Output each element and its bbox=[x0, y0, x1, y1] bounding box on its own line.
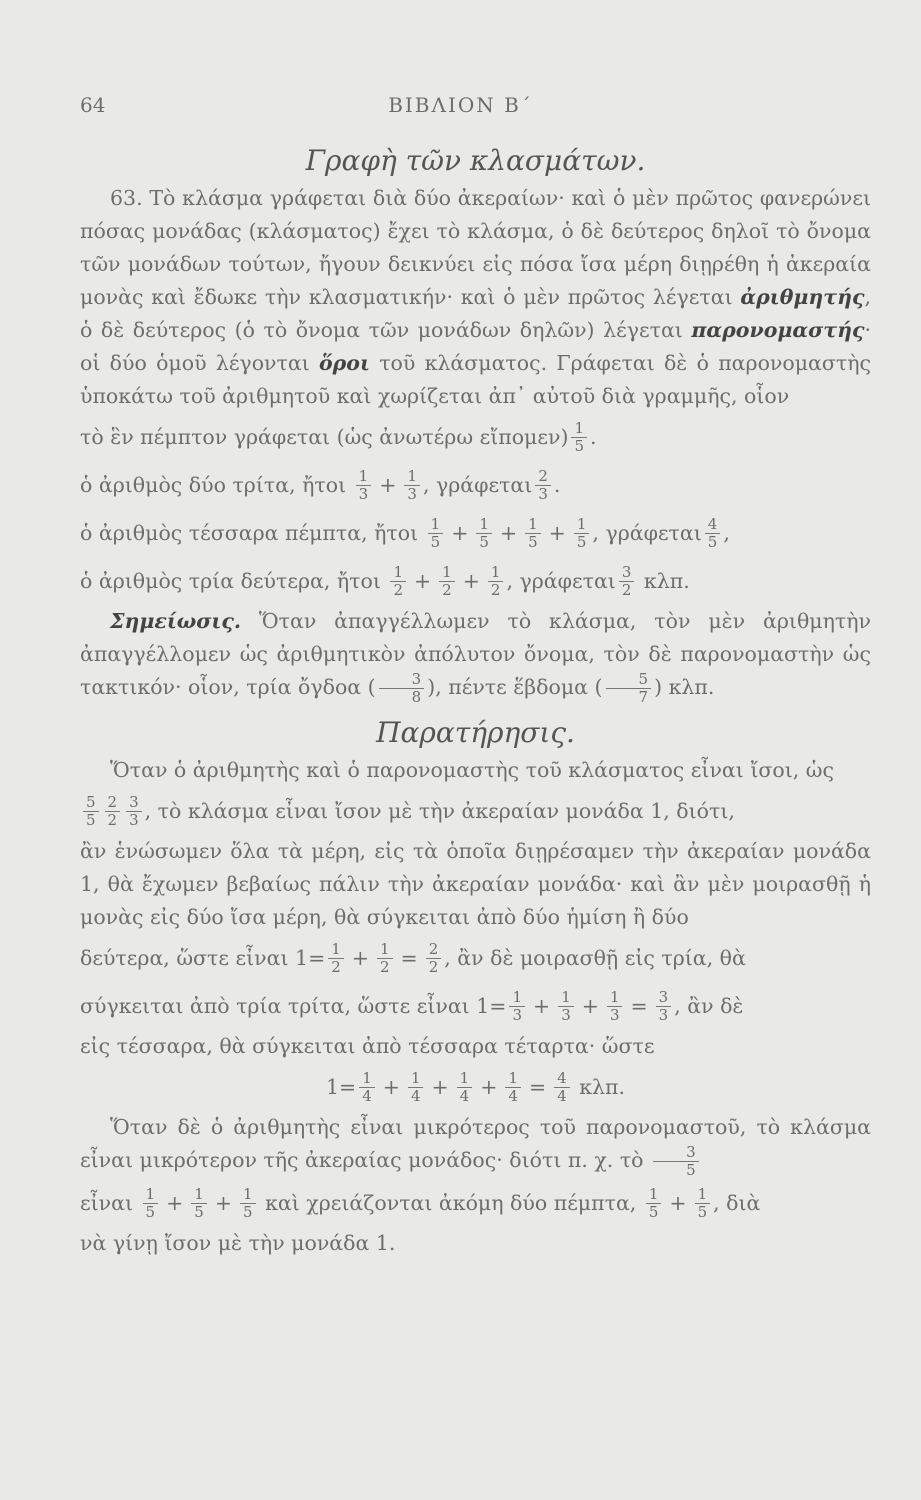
fraction bbox=[619, 564, 635, 599]
numerator: 5 bbox=[606, 671, 652, 689]
equation-thirds bbox=[80, 982, 871, 1030]
denominator: 5 bbox=[243, 1202, 253, 1221]
fraction bbox=[646, 1186, 662, 1221]
plus-sign: + bbox=[533, 993, 551, 1018]
page-number: 64 bbox=[80, 93, 106, 117]
equation-text: δεύτερα, ὥστε εἶναι 1= bbox=[80, 945, 326, 970]
numerator: 3 bbox=[126, 794, 142, 812]
example-four-fifths bbox=[80, 509, 871, 557]
fraction bbox=[356, 468, 372, 503]
observation-p5 bbox=[80, 1111, 871, 1179]
numerator: 1 bbox=[328, 941, 344, 959]
plus-sign: + bbox=[581, 993, 599, 1018]
denominator: 5 bbox=[686, 1161, 696, 1179]
fraction bbox=[476, 516, 492, 551]
numerator: 2 bbox=[535, 468, 551, 486]
fraction bbox=[705, 516, 721, 551]
numerator: 1 bbox=[359, 1070, 375, 1088]
fraction bbox=[328, 941, 344, 976]
fraction bbox=[191, 1186, 207, 1221]
numerator: 1 bbox=[457, 1070, 473, 1088]
fraction bbox=[571, 420, 587, 455]
punct: , bbox=[723, 520, 730, 545]
numerator: 1 bbox=[574, 516, 590, 534]
term-denominator: παρονομαστής bbox=[691, 318, 865, 342]
fraction bbox=[439, 564, 455, 599]
fraction bbox=[143, 1186, 159, 1221]
denominator: 5 bbox=[145, 1202, 156, 1221]
numerator: 1 bbox=[191, 1186, 207, 1204]
fraction bbox=[656, 989, 672, 1024]
denominator: 5 bbox=[528, 532, 538, 551]
paragraph-63 bbox=[80, 182, 871, 413]
numerator: 1 bbox=[607, 989, 623, 1007]
denominator: 3 bbox=[407, 484, 417, 503]
denominator: 7 bbox=[638, 688, 649, 706]
denominator: 3 bbox=[129, 810, 139, 829]
denominator: 4 bbox=[459, 1086, 470, 1105]
denominator: 3 bbox=[358, 484, 369, 503]
observation-text: Ὅταν δὲ ὁ ἀριθμητὴς εἶναι μικρότερος τοῦ παρονομαστοῦ, τὸ κλάσμα εἶναι μικρότερον τῆς ἀκεραίας μονάδος· διότι π. χ. τὸ bbox=[80, 1115, 871, 1172]
numerator: 1 bbox=[408, 1070, 424, 1088]
denominator: 2 bbox=[442, 580, 452, 599]
denominator: 2 bbox=[621, 580, 632, 599]
fraction bbox=[83, 794, 99, 829]
observation-p1: Ὅταν ὁ ἀριθμητὴς καὶ ὁ παρονομαστὴς τοῦ κλάσματος εἶναι ἴσοι, ὡς bbox=[110, 758, 834, 782]
denominator: 3 bbox=[561, 1005, 571, 1024]
fraction bbox=[535, 468, 551, 503]
plus-sign: + bbox=[166, 1190, 184, 1215]
plus-sign: + bbox=[382, 1074, 400, 1099]
example-text: , γράφεται bbox=[422, 472, 533, 497]
example-one-fifth bbox=[80, 413, 871, 461]
denominator: 5 bbox=[194, 1202, 204, 1221]
plus-sign: + bbox=[669, 1190, 687, 1215]
plus-sign: + bbox=[379, 472, 397, 497]
equals-sign: = bbox=[400, 945, 418, 970]
denominator: 5 bbox=[574, 436, 584, 455]
fraction bbox=[525, 516, 541, 551]
equation-fifths bbox=[80, 1179, 871, 1227]
para-text: , ὁ δὲ δεύτερος (ὁ τὸ ὄνομα τῶν μονάδων δηλῶν) λέγεται bbox=[80, 285, 871, 342]
denominator: 2 bbox=[331, 957, 341, 976]
numerator: 1 bbox=[428, 516, 444, 534]
para-text: 63. Τὸ κλάσμα γράφεται διὰ δύο ἀκεραίων· καὶ ὁ μὲν πρῶτος φανερώνει πόσας μονάδας (κλάσματος) ἔχει τὸ κλάσμα, ὁ δὲ δεύτερος δηλοῖ τὸ ὄνομα τῶν μονάδων τούτων, ἤγουν δεικνύει εἰς πόσα ἴσα μέρη διῃρέθη ἡ ἀκεραία μονὰς καὶ ἔδωκε τὴν κλασματικήν· καὶ ὁ μὲν πρῶτος λέγεται bbox=[80, 186, 871, 309]
fraction bbox=[653, 1144, 699, 1179]
equation-quarters bbox=[80, 1063, 871, 1111]
numerator: 1 bbox=[525, 516, 541, 534]
numerator: 1 bbox=[390, 564, 406, 582]
numerator: 1 bbox=[356, 468, 372, 486]
fraction bbox=[505, 1070, 521, 1105]
denominator: 5 bbox=[86, 810, 96, 829]
punct: . bbox=[590, 424, 597, 449]
numerator: 3 bbox=[379, 671, 425, 689]
numerator: 3 bbox=[653, 1144, 699, 1162]
fraction bbox=[408, 1070, 424, 1105]
equation-text: εἶναι bbox=[80, 1190, 134, 1215]
example-text: , γράφεται bbox=[506, 568, 616, 593]
fraction bbox=[509, 989, 525, 1024]
numerator: 2 bbox=[426, 941, 442, 959]
denominator: 5 bbox=[648, 1202, 659, 1221]
fraction bbox=[574, 516, 590, 551]
numerator: 1 bbox=[488, 564, 504, 582]
equation-text: , ἂν δὲ μοιρασθῇ εἰς τρία, θὰ bbox=[444, 945, 746, 970]
plus-sign: + bbox=[413, 568, 432, 593]
fraction bbox=[457, 1070, 473, 1105]
denominator: 4 bbox=[410, 1086, 421, 1105]
denominator: 3 bbox=[512, 1005, 523, 1024]
equation-text: καὶ χρειάζονται ἀκόμη δύο πέμπτα, bbox=[265, 1190, 637, 1215]
fraction bbox=[404, 468, 420, 503]
fraction bbox=[377, 941, 393, 976]
denominator: 3 bbox=[658, 1005, 669, 1024]
numerator: 1 bbox=[240, 1186, 256, 1204]
numerator: 5 bbox=[83, 794, 99, 812]
denominator: 5 bbox=[430, 532, 441, 551]
plus-sign: + bbox=[499, 520, 518, 545]
fraction bbox=[105, 794, 121, 829]
equation-text: κλπ. bbox=[579, 1074, 626, 1099]
fraction bbox=[426, 941, 442, 976]
note-paragraph: Σημείωσις. Ὅταν ἀπαγγέλλωμεν τὸ κλάσμα, τὸν μὲν ἀριθμητὴν ἀπαγγέλλομεν ὡς ἀριθμητικὸν ἀπόλυτον ὄνομα, τὸν δὲ παρονομαστὴν ὡς τακτικόν· οἷον, τρία ὄγδοα ( $\frac{3}{8}$ ), πέντε ἕβδομα ( $\frac{5}{7}$ ) κλπ. bbox=[80, 609, 871, 706]
equation-text: 1= bbox=[325, 1074, 357, 1099]
observation-p4: εἰς τέσσαρα, θὰ σύγκειται ἀπὸ τέσσαρα τέταρτα· ὥστε bbox=[80, 1034, 655, 1058]
example-text: ὁ ἀριθμὸς δύο τρίτα, ἤτοι bbox=[80, 472, 347, 497]
example-three-halves bbox=[80, 557, 871, 605]
numerator: 1 bbox=[695, 1186, 711, 1204]
fraction bbox=[558, 989, 574, 1024]
denominator: 5 bbox=[697, 1202, 708, 1221]
plus-sign: + bbox=[431, 1074, 449, 1099]
denominator: 5 bbox=[576, 532, 587, 551]
denominator: 4 bbox=[362, 1086, 372, 1105]
equation-halves bbox=[80, 934, 871, 982]
numerator: 3 bbox=[656, 989, 672, 1007]
numerator: 1 bbox=[404, 468, 420, 486]
denominator: 4 bbox=[508, 1086, 518, 1105]
note-text: Ὅταν ἀπαγγέλλωμεν τὸ κλάσμα, τὸν μὲν ἀριθμητὴν ἀπαγγέλλομεν ὡς ἀριθμητικὸν ἀπόλυτον ὄνομα, τὸν δὲ παρονομαστὴν ὡς τακτικόν· οἷον, τρία ὄγδοα bbox=[80, 609, 871, 699]
numerator: 1 bbox=[377, 941, 393, 959]
numerator: 2 bbox=[105, 794, 121, 812]
equation-text: , διὰ bbox=[713, 1190, 761, 1215]
note-text: , πέντε ἕβδομα bbox=[435, 675, 588, 699]
numerator: 1 bbox=[571, 420, 587, 438]
equal-fractions-row bbox=[80, 787, 871, 835]
equals-sign: = bbox=[528, 1074, 547, 1099]
observation-p6: νὰ γίνῃ ἴσον μὲ τὴν μονάδα 1. bbox=[80, 1231, 396, 1255]
numerator: 1 bbox=[505, 1070, 521, 1088]
denominator: 2 bbox=[107, 810, 118, 829]
denominator: 5 bbox=[707, 532, 718, 551]
numerator: 1 bbox=[439, 564, 455, 582]
fraction bbox=[606, 671, 652, 706]
plus-sign: + bbox=[451, 520, 469, 545]
fraction bbox=[359, 1070, 375, 1105]
denominator: 3 bbox=[609, 1005, 620, 1024]
plus-sign: + bbox=[480, 1074, 498, 1099]
observation-heading: Παρατήρησις. bbox=[376, 716, 575, 749]
example-text: τὸ ἓν πέμπτον γράφεται (ὡς ἀνωτέρω εἴπομεν) bbox=[80, 424, 569, 449]
page-text bbox=[80, 140, 871, 1260]
equation-text: σύγκειται ἀπὸ τρία τρίτα, ὥστε εἶναι 1= bbox=[80, 993, 507, 1018]
numerator: 1 bbox=[558, 989, 574, 1007]
numerator: 1 bbox=[646, 1186, 662, 1204]
observation-text: , τὸ κλάσμα εἶναι ἴσον μὲ τὴν ἀκεραίαν μονάδα 1, διότι, bbox=[144, 798, 735, 823]
numerator: 1 bbox=[143, 1186, 159, 1204]
fraction bbox=[126, 794, 142, 829]
denominator: 4 bbox=[557, 1086, 567, 1105]
numerator: 1 bbox=[509, 989, 525, 1007]
para-text: τοῦ κλάσματος. Γράφεται δὲ ὁ παρονομαστὴς ὑποκάτω τοῦ ἀριθμητοῦ καὶ χωρίζεται ἀπ᾽ αὐτοῦ διὰ γραμμῆς, οἷον bbox=[80, 351, 871, 408]
term-numerator: ἀριθμητής bbox=[740, 285, 865, 309]
punct: . bbox=[553, 472, 561, 497]
plus-sign: + bbox=[351, 945, 369, 970]
denominator: 2 bbox=[490, 580, 501, 599]
note-text: κλπ. bbox=[668, 675, 715, 699]
equals-sign: = bbox=[630, 993, 648, 1018]
example-text: ὁ ἀριθμὸς τρία δεύτερα, ἤτοι bbox=[80, 568, 381, 593]
fraction bbox=[240, 1186, 256, 1221]
fraction bbox=[554, 1070, 570, 1105]
denominator: 2 bbox=[379, 957, 390, 976]
denominator: 3 bbox=[538, 484, 548, 503]
fraction bbox=[379, 671, 425, 706]
fraction bbox=[428, 516, 444, 551]
numerator: 4 bbox=[554, 1070, 570, 1088]
running-head: ΒΙΒΛΙΟΝ Β΄ bbox=[388, 93, 533, 117]
punct: κλπ. bbox=[643, 568, 690, 593]
fraction bbox=[488, 564, 504, 599]
denominator: 5 bbox=[479, 532, 489, 551]
equation-text: , ἂν δὲ bbox=[674, 993, 744, 1018]
fraction bbox=[390, 564, 406, 599]
numerator: 4 bbox=[705, 516, 721, 534]
term-terms: ὅροι bbox=[319, 351, 370, 375]
numerator: 3 bbox=[619, 564, 635, 582]
example-text: , γράφεται bbox=[592, 520, 702, 545]
denominator: 2 bbox=[428, 957, 439, 976]
plus-sign: + bbox=[462, 568, 480, 593]
denominator: 8 bbox=[411, 688, 422, 706]
denominator: 2 bbox=[393, 580, 403, 599]
fraction bbox=[695, 1186, 711, 1221]
example-text: ὁ ἀριθμὸς τέσσαρα πέμπτα, ἤτοι bbox=[80, 520, 419, 545]
page-header bbox=[80, 93, 841, 123]
section-heading: Γραφὴ τῶν κλασμάτων. bbox=[305, 144, 646, 177]
example-two-thirds bbox=[80, 461, 871, 509]
para-text: · οἱ δύο ὁμοῦ λέγονται bbox=[80, 318, 871, 375]
note-label: Σημείωσις. bbox=[110, 609, 241, 633]
observation-p3: ἂν ἑνώσωμεν ὅλα τὰ μέρη, εἰς τὰ ὁποῖα διῃρέσαμεν τὴν ἀκεραίαν μονάδα 1, θὰ ἔχωμεν βεβαίως πάλιν τὴν ἀκεραίαν μονάδα· καὶ ἂν μὲν μοιρασθῇ ἡ μονὰς εἰς δύο ἴσα μέρη, θὰ σύγκειται ἀπὸ δύο ἡμίση ἢ δύο bbox=[80, 839, 871, 929]
plus-sign: + bbox=[548, 520, 566, 545]
numerator: 1 bbox=[476, 516, 492, 534]
plus-sign: + bbox=[214, 1190, 233, 1215]
fraction bbox=[607, 989, 623, 1024]
